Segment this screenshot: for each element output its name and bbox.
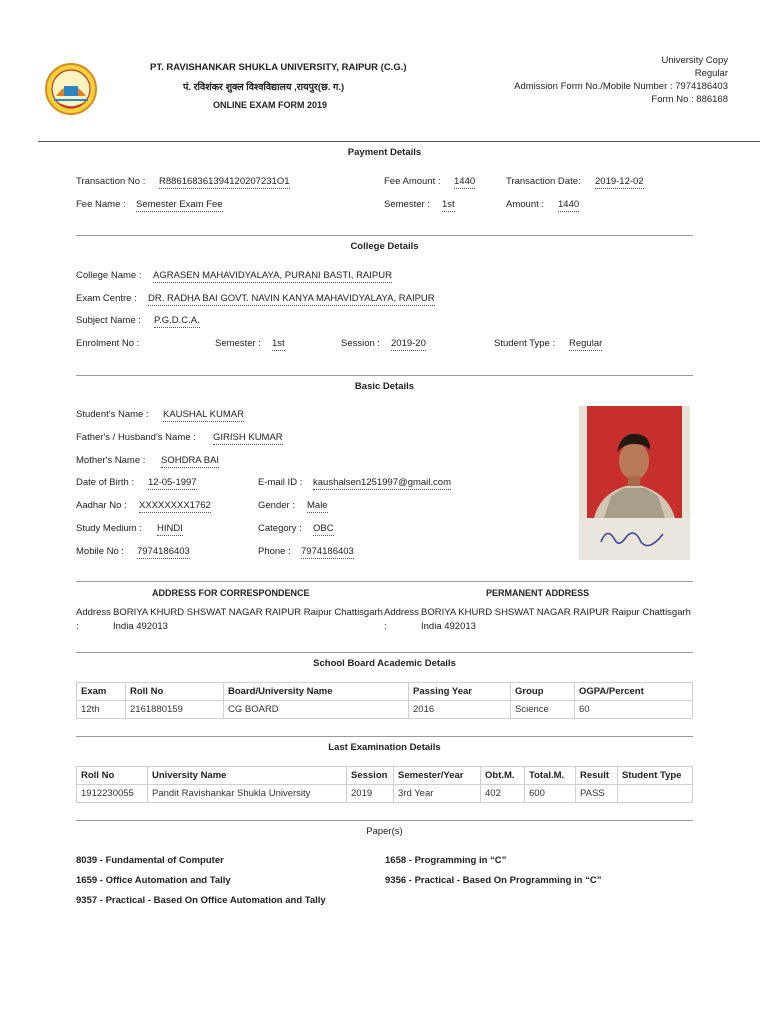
section-title-papers: Paper(s) xyxy=(366,826,403,837)
label-transaction-date: Transaction Date: xyxy=(506,176,581,187)
permanent-address-line2: India 492013 xyxy=(421,621,476,632)
table-header-cell: Passing Year xyxy=(409,683,511,701)
school-board-table xyxy=(76,682,693,719)
table-header-cell: Semester/Year xyxy=(394,767,481,785)
table-cell: Science xyxy=(511,701,575,719)
permanent-address-line1: BORIYA KHURD SHSWAT NAGAR RAIPUR Raipur Chattisgarh xyxy=(421,607,691,618)
label-college-name: College Name : xyxy=(76,270,142,281)
label-student-type: Student Type : xyxy=(494,338,556,349)
university-logo xyxy=(42,62,100,116)
table-header-cell: Student Type xyxy=(618,767,693,785)
aadhar-no: XXXXXXXX1762 xyxy=(139,500,211,511)
correspondence-address-line1: BORIYA KHURD SHSWAT NAGAR RAIPUR Raipur Chattisgarh xyxy=(113,607,383,618)
copy-type: University Copy xyxy=(661,55,728,66)
student-photo xyxy=(579,406,690,560)
table-cell: 2016 xyxy=(409,701,511,719)
divider xyxy=(76,235,693,236)
divider xyxy=(76,820,693,821)
section-title-payment: Payment Details xyxy=(347,147,422,158)
college-semester: 1st xyxy=(272,338,285,349)
correspondence-address-line2: India 492013 xyxy=(113,621,168,632)
paper-item: 1658 - Programming in “C” xyxy=(385,855,507,866)
payment-semester: 1st xyxy=(442,199,455,210)
session: 2019-20 xyxy=(391,338,426,349)
exam-centre: DR. RADHA BAI GOVT. NAVIN KANYA MAHAVIDYALAYA, RAIPUR xyxy=(148,293,435,304)
label-exam-centre: Exam Centre : xyxy=(76,293,137,304)
student-type: Regular xyxy=(569,338,603,349)
table-cell: 3rd Year xyxy=(394,785,481,803)
mobile-no: 7974186403 xyxy=(137,546,190,557)
table-cell xyxy=(618,785,693,803)
table-cell: 600 xyxy=(525,785,576,803)
label-transaction-no: Transaction No : xyxy=(76,176,146,187)
address-label: Address xyxy=(384,607,419,618)
university-name-hindi: पं. रविशंकर शुक्ल विश्वविद्यालय ,रायपुर(छ. ग.) xyxy=(183,82,345,93)
label-mobile: Mobile No : xyxy=(76,546,125,557)
correspondence-address xyxy=(76,606,383,634)
table-cell: 2161880159 xyxy=(126,701,224,719)
table-cell: 12th xyxy=(77,701,126,719)
fee-name: Semester Exam Fee xyxy=(136,199,223,210)
table-header-cell: OGPA/Percent xyxy=(575,683,693,701)
section-title-last-exam: Last Examination Details xyxy=(328,742,441,753)
amount: 1440 xyxy=(558,199,580,210)
table-row xyxy=(77,701,693,719)
dob: 12-05-1997 xyxy=(148,477,197,488)
permanent-address xyxy=(384,606,691,634)
label-aadhar: Aadhar No : xyxy=(76,500,127,511)
section-title-school: School Board Academic Details xyxy=(313,658,456,669)
paper-item: 1659 - Office Automation and Tally xyxy=(76,875,231,886)
form-meta xyxy=(514,54,728,106)
table-cell: CG BOARD xyxy=(224,701,409,719)
table-header-cell: Result xyxy=(576,767,618,785)
label-study-medium: Study Medium : xyxy=(76,523,142,534)
divider xyxy=(76,736,693,737)
label-email: E-mail ID : xyxy=(258,477,303,488)
table-header-cell: Exam xyxy=(77,683,126,701)
father-name: GIRISH KUMAR xyxy=(213,432,283,443)
label-father-name: Father's / Husband's Name : xyxy=(76,432,196,443)
table-row xyxy=(77,785,693,803)
student-type-regular: Regular xyxy=(694,68,728,79)
transaction-no: R886168361394120207231O1 xyxy=(159,176,290,187)
table-header-cell: Group xyxy=(511,683,575,701)
table-header-cell: Roll No xyxy=(77,767,148,785)
phone: 7974186403 xyxy=(301,546,354,557)
divider xyxy=(76,652,693,653)
table-header-cell: Board/University Name xyxy=(224,683,409,701)
label-category: Category : xyxy=(258,523,302,534)
label-amount: Amount : xyxy=(506,199,545,210)
label-subject-name: Subject Name : xyxy=(76,315,141,326)
table-cell: Pandit Ravishankar Shukla University xyxy=(148,785,347,803)
label-student-name: Student's Name : xyxy=(76,409,149,420)
gender: Male xyxy=(307,500,328,511)
paper-item: 8039 - Fundamental of Computer xyxy=(76,855,224,866)
mother-name: SOHDRA BAI xyxy=(161,455,220,466)
address-label: Address xyxy=(76,607,111,618)
label-fee-amount: Fee Amount : xyxy=(384,176,441,187)
label-college-semester: Semester : xyxy=(215,338,261,349)
study-medium: HINDI xyxy=(157,523,183,534)
header-divider xyxy=(38,141,760,142)
label-dob: Date of Birth : xyxy=(76,477,135,488)
paper-item: 9357 - Practical - Based On Office Automation and Tally xyxy=(76,895,326,906)
address-colon: : xyxy=(76,621,79,632)
email: kaushalsen1251997@gmail.com xyxy=(313,477,451,488)
college-name: AGRASEN MAHAVIDYALAYA, PURANI BASTI, RAIPUR xyxy=(153,270,392,281)
label-phone: Phone : xyxy=(258,546,291,557)
subject-name: P.G.D.C.A. xyxy=(154,315,200,326)
category: OBC xyxy=(313,523,334,534)
address-permanent-title: PERMANENT ADDRESS xyxy=(486,588,590,598)
label-enrolment-no: Enrolment No : xyxy=(76,338,140,349)
label-semester: Semester : xyxy=(384,199,430,210)
paper-item: 9356 - Practical - Based On Programming in “C” xyxy=(385,875,602,886)
label-gender: Gender : xyxy=(258,500,295,511)
label-session: Session : xyxy=(341,338,381,349)
section-title-college: College Details xyxy=(350,241,419,252)
table-header-row xyxy=(77,683,693,701)
last-exam-table xyxy=(76,766,693,803)
table-cell: 60 xyxy=(575,701,693,719)
table-header-cell: Roll No xyxy=(126,683,224,701)
university-name: PT. RAVISHANKAR SHUKLA UNIVERSITY, RAIPUR (C.G.) xyxy=(150,62,407,73)
table-header-cell: Session xyxy=(347,767,394,785)
label-fee-name: Fee Name : xyxy=(76,199,126,210)
table-cell: 1912230055 xyxy=(77,785,148,803)
address-correspondence-title: ADDRESS FOR CORRESPONDENCE xyxy=(152,588,310,598)
table-header-cell: Total.M. xyxy=(525,767,576,785)
table-cell: 402 xyxy=(481,785,525,803)
label-mother-name: Mother's Name : xyxy=(76,455,146,466)
form-title: ONLINE EXAM FORM 2019 xyxy=(213,100,328,110)
transaction-date: 2019-12-02 xyxy=(595,176,644,187)
address-colon: : xyxy=(384,621,387,632)
table-cell: 2019 xyxy=(347,785,394,803)
student-name: KAUSHAL KUMAR xyxy=(163,409,244,420)
table-cell: PASS xyxy=(576,785,618,803)
admission-form-number: Admission Form No./Mobile Number : 7974186403 xyxy=(514,81,728,92)
divider xyxy=(76,375,693,376)
table-header-cell: Obt.M. xyxy=(481,767,525,785)
table-header-cell: University Name xyxy=(148,767,347,785)
form-number: Form No : 886168 xyxy=(651,94,728,105)
section-title-basic: Basic Details xyxy=(354,381,415,392)
divider xyxy=(76,581,693,582)
table-header-row xyxy=(77,767,693,785)
fee-amount: 1440 xyxy=(454,176,476,187)
